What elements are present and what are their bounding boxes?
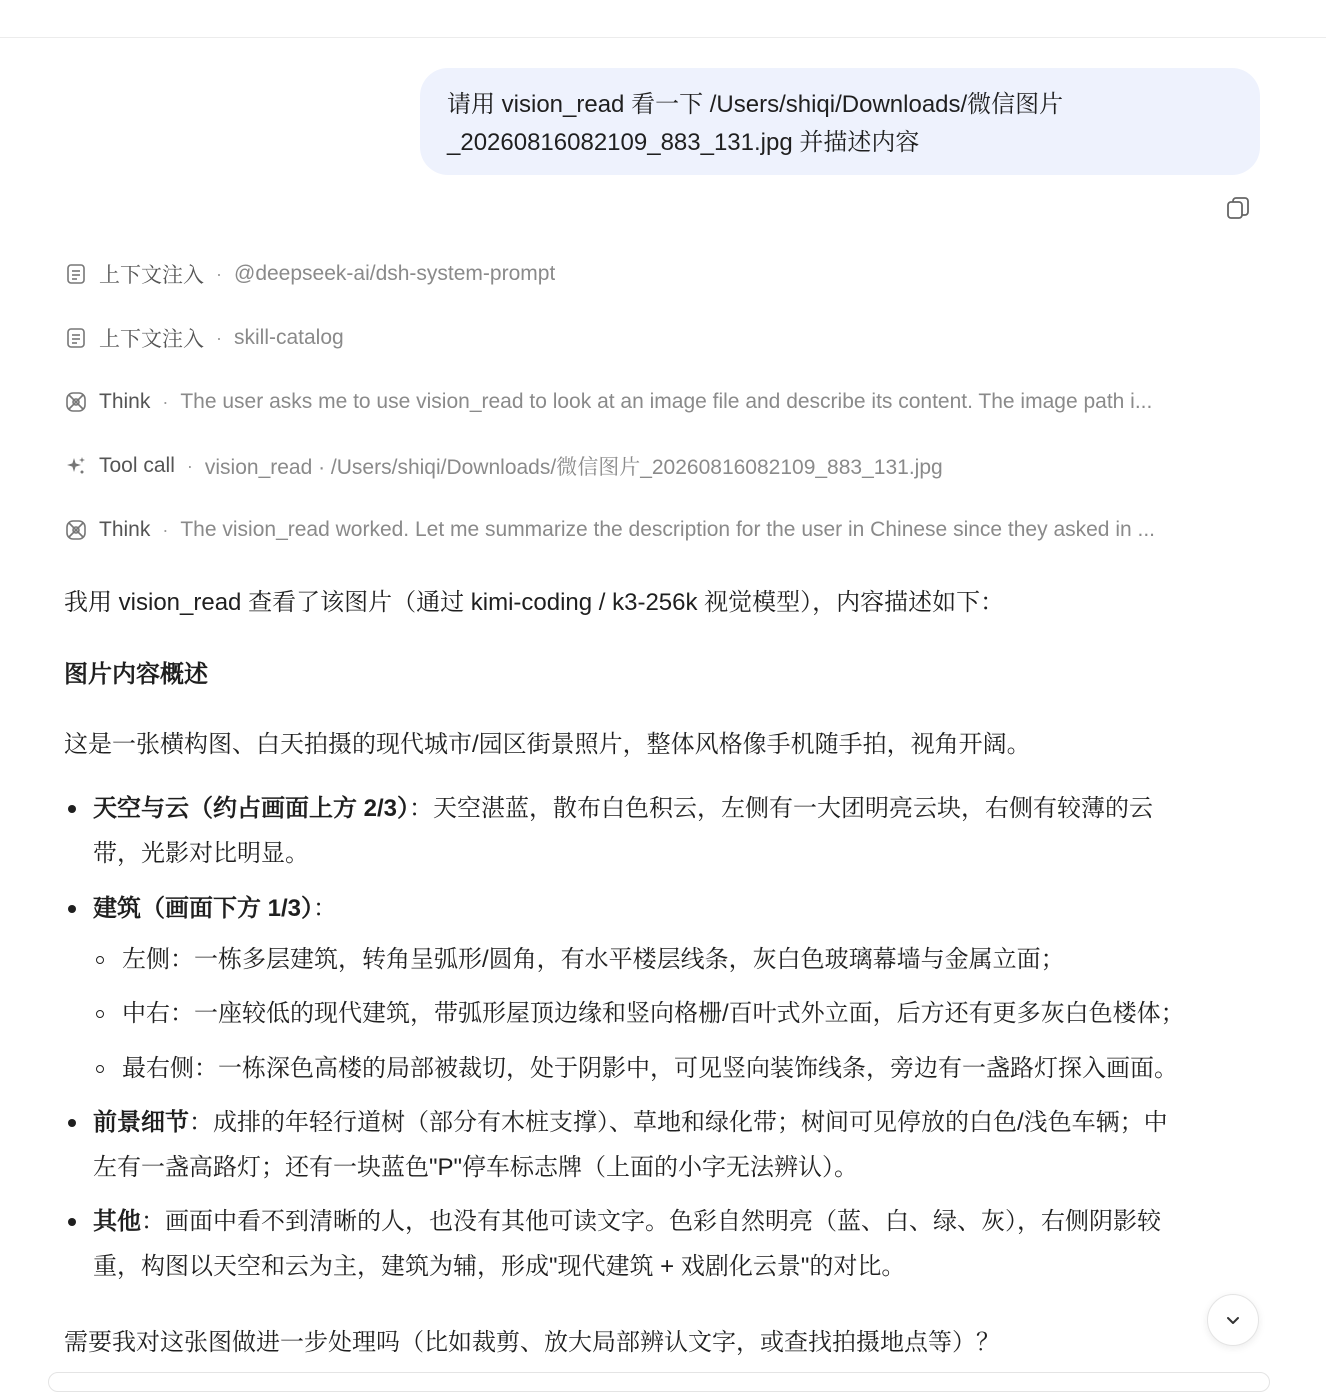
answer-summary: 这是一张横构图、白天拍摄的现代城市/园区街景照片，整体风格像手机随手拍，视角开阔。 [64,731,1031,758]
trace-label: Think [99,390,151,413]
bullet-ring [96,1010,104,1018]
sub-list-item [94,999,1254,1029]
trace-detail: The vision_read worked. Let me summarize the description for the user in Chinese since they asked in ... [180,518,1156,541]
trace-label: Tool call [99,454,175,477]
trace-item-context[interactable] [64,323,1260,353]
bullet-ring [96,956,104,964]
trace-separator: · [216,263,222,284]
trace-item-context[interactable] [64,259,1260,289]
bullet-dot [68,905,76,913]
trace-separator: · [216,327,222,348]
document-icon [64,262,88,286]
list-item [64,886,1244,931]
list-item [64,1100,1244,1190]
trace-detail: skill-catalog [234,326,344,349]
bullet-title: 其他 [93,1208,141,1235]
sub-bullet-text: 最右侧：一栋深色高楼的局部被裁切，处于阴影中，可见竖向装饰线条，旁边有一盏路灯探入画面。 [122,1055,1178,1082]
trace-label: Think [99,518,151,541]
sparkle-icon [64,454,88,478]
sub-list-item [94,945,1254,975]
bullet-title: 建筑（画面下方 1/3） [93,895,314,922]
copy-button[interactable] [1222,192,1254,224]
bullet-dot [68,1218,76,1226]
bullet-separator: ： [409,795,434,822]
bullet-text: 画面中看不到清晰的人，也没有其他可读文字。色彩自然明亮（蓝、白、绿、灰），右侧阴影较 [165,1208,1161,1235]
sub-bullet-text: 中右：一座较低的现代建筑，带弧形屋顶边缘和竖向格栅/百叶式外立面，后方还有更多灰白色楼体； [122,1000,1185,1027]
trace-label: 上下文注入 [99,264,204,287]
bullet-text: 左有一盏高路灯；还有一块蓝色"P"停车标志牌（上面的小字无法辨认）。 [93,1154,859,1181]
trace-item-think[interactable] [64,387,1260,417]
sub-bullet-text: 左侧：一栋多层建筑，转角呈弧形/圆角，有水平楼层线条，灰白色玻璃幕墙与金属立面； [122,946,1065,973]
user-message-line: _20260816082109_883_131.jpg 并描述内容 [447,129,920,156]
answer-heading: 图片内容概述 [64,661,208,688]
bullet-text: 带，光影对比明显。 [93,840,309,867]
bullet-title: 前景细节 [93,1109,189,1136]
bullet-dot [68,1119,76,1127]
bullet-text: 天空湛蓝，散布白色积云，左侧有一大团明亮云块，右侧有较薄的云 [433,795,1154,822]
bullet-text: 成排的年轻行道树（部分有木桩支撑）、草地和绿化带；树间可见停放的白色/浅色车辆；中 [213,1109,1168,1136]
trace-separator: · [162,519,169,540]
trace-label: 上下文注入 [99,328,204,351]
trace-detail: @deepseek-ai/dsh-system-prompt [234,262,556,285]
user-message-bubble [420,68,1260,175]
trace-detail: The user asks me to use vision_read to look at an image file and describe its content. The image path i... [180,390,1153,413]
trace-item-think[interactable] [64,515,1260,545]
answer-closing: 需要我对这张图做进一步处理吗（比如裁剪、放大局部辨认文字，或查找拍摄地点等）？ [64,1329,1000,1356]
composer-box[interactable] [48,1372,1270,1392]
top-bar [0,0,1326,38]
trace-separator: · [162,391,169,412]
list-item [64,1199,1244,1289]
answer-intro: 我用 vision_read 查看了该图片（通过 kimi-coding / k3-256k 视觉模型），内容描述如下： [64,589,1005,616]
bullet-separator: ： [189,1109,213,1136]
scroll-to-bottom-button[interactable] [1207,1294,1259,1346]
brain-icon [64,390,88,414]
brain-icon [64,518,88,542]
copy-icon [1225,195,1251,221]
trace-detail: vision_read · /Users/shiqi/Downloads/微信图片_20260816082109_883_131.jpg [204,456,943,479]
bullet-text: 重，构图以天空和云为主，建筑为辅，形成"现代建筑 + 戏剧化云景"的对比。 [93,1253,906,1280]
user-message-line: 请用 vision_read 看一下 /Users/shiqi/Downloads/微信图片 [447,91,1064,118]
sub-list-item [94,1054,1254,1084]
trace-item-tool-call[interactable] [64,451,1260,481]
trace-separator: · [186,455,193,476]
list-item [64,786,1244,876]
bullet-separator: ： [141,1208,165,1235]
chevron-down-icon [1223,1310,1243,1330]
document-icon [64,326,88,350]
bullet-title: 天空与云（约占画面上方 2/3） [93,795,410,822]
bullet-ring [96,1065,104,1073]
bullet-separator: ： [313,895,338,922]
bullet-dot [68,805,76,813]
